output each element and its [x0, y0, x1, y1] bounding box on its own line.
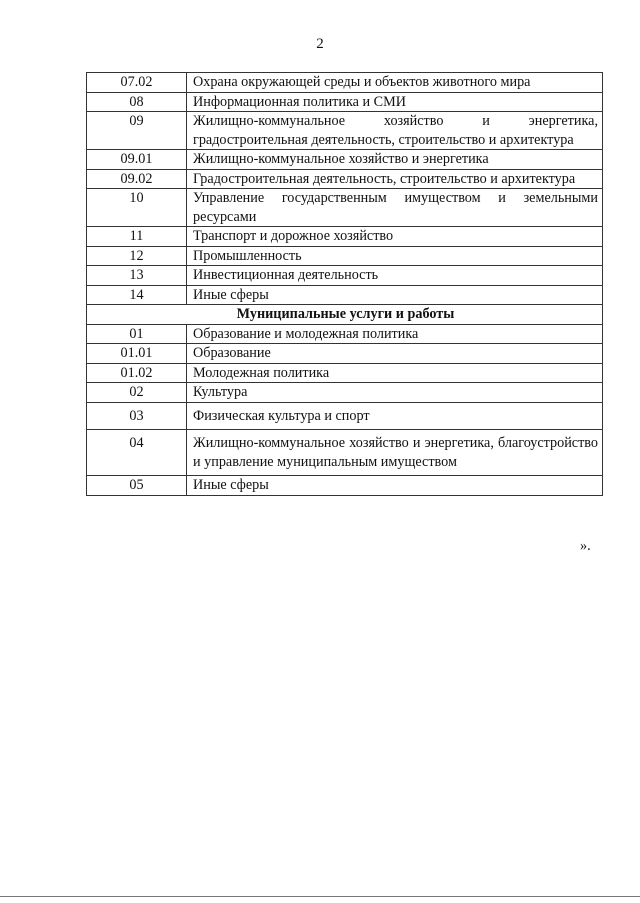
row-code: 09 [87, 112, 187, 150]
closing-quote-mark: ». [580, 538, 591, 554]
row-description: Жилищно-коммунальное хозяйство и энергетика, градостроительная деятельность, строительство и архитектура [187, 112, 603, 150]
row-code: 14 [87, 285, 187, 305]
classification-table [86, 72, 603, 496]
row-code: 07.02 [87, 73, 187, 93]
row-code: 03 [87, 402, 187, 430]
table-row [87, 430, 603, 476]
section-heading-row [87, 305, 603, 325]
table-row [87, 285, 603, 305]
table-row [87, 73, 603, 93]
table-row [87, 324, 603, 344]
table-row [87, 383, 603, 403]
row-code: 05 [87, 476, 187, 496]
table-row [87, 402, 603, 430]
row-description: Управление государственным имуществом и земельными ресурсами [187, 189, 603, 227]
table-row [87, 266, 603, 286]
table-row [87, 363, 603, 383]
row-code: 01 [87, 324, 187, 344]
row-description: Иные сферы [187, 476, 603, 496]
table-row [87, 344, 603, 364]
row-description: Инвестиционная деятельность [187, 266, 603, 286]
row-code: 10 [87, 189, 187, 227]
row-code: 09.02 [87, 169, 187, 189]
row-description: Образование [187, 344, 603, 364]
row-description: Образование и молодежная политика [187, 324, 603, 344]
row-description: Культура [187, 383, 603, 403]
row-code: 08 [87, 92, 187, 112]
row-description: Жилищно-коммунальное хозяйство и энергетика [187, 150, 603, 170]
row-description: Промышленность [187, 246, 603, 266]
row-code: 01.02 [87, 363, 187, 383]
row-code: 01.01 [87, 344, 187, 364]
section-heading: Муниципальные услуги и работы [87, 305, 603, 325]
table-row [87, 92, 603, 112]
page-bottom-edge [0, 896, 640, 897]
row-description: Транспорт и дорожное хозяйство [187, 227, 603, 247]
row-description: Молодежная политика [187, 363, 603, 383]
table-row [87, 150, 603, 170]
table-row [87, 112, 603, 150]
row-description: Информационная политика и СМИ [187, 92, 603, 112]
row-description: Иные сферы [187, 285, 603, 305]
table-row [87, 189, 603, 227]
table-row [87, 227, 603, 247]
table-row [87, 246, 603, 266]
page-number: 2 [316, 36, 324, 52]
row-code: 04 [87, 430, 187, 476]
row-code: 09.01 [87, 150, 187, 170]
row-code: 13 [87, 266, 187, 286]
row-code: 12 [87, 246, 187, 266]
table-row [87, 476, 603, 496]
table-row [87, 169, 603, 189]
row-code: 11 [87, 227, 187, 247]
row-description: Физическая культура и спорт [187, 402, 603, 430]
row-description: Жилищно-коммунальное хозяйство и энергетика, благоустройство и управление муниципальным имуществом [187, 430, 603, 476]
row-code: 02 [87, 383, 187, 403]
row-description: Охрана окружающей среды и объектов животного мира [187, 73, 603, 93]
row-description: Градостроительная деятельность, строительство и архитектура [187, 169, 603, 189]
